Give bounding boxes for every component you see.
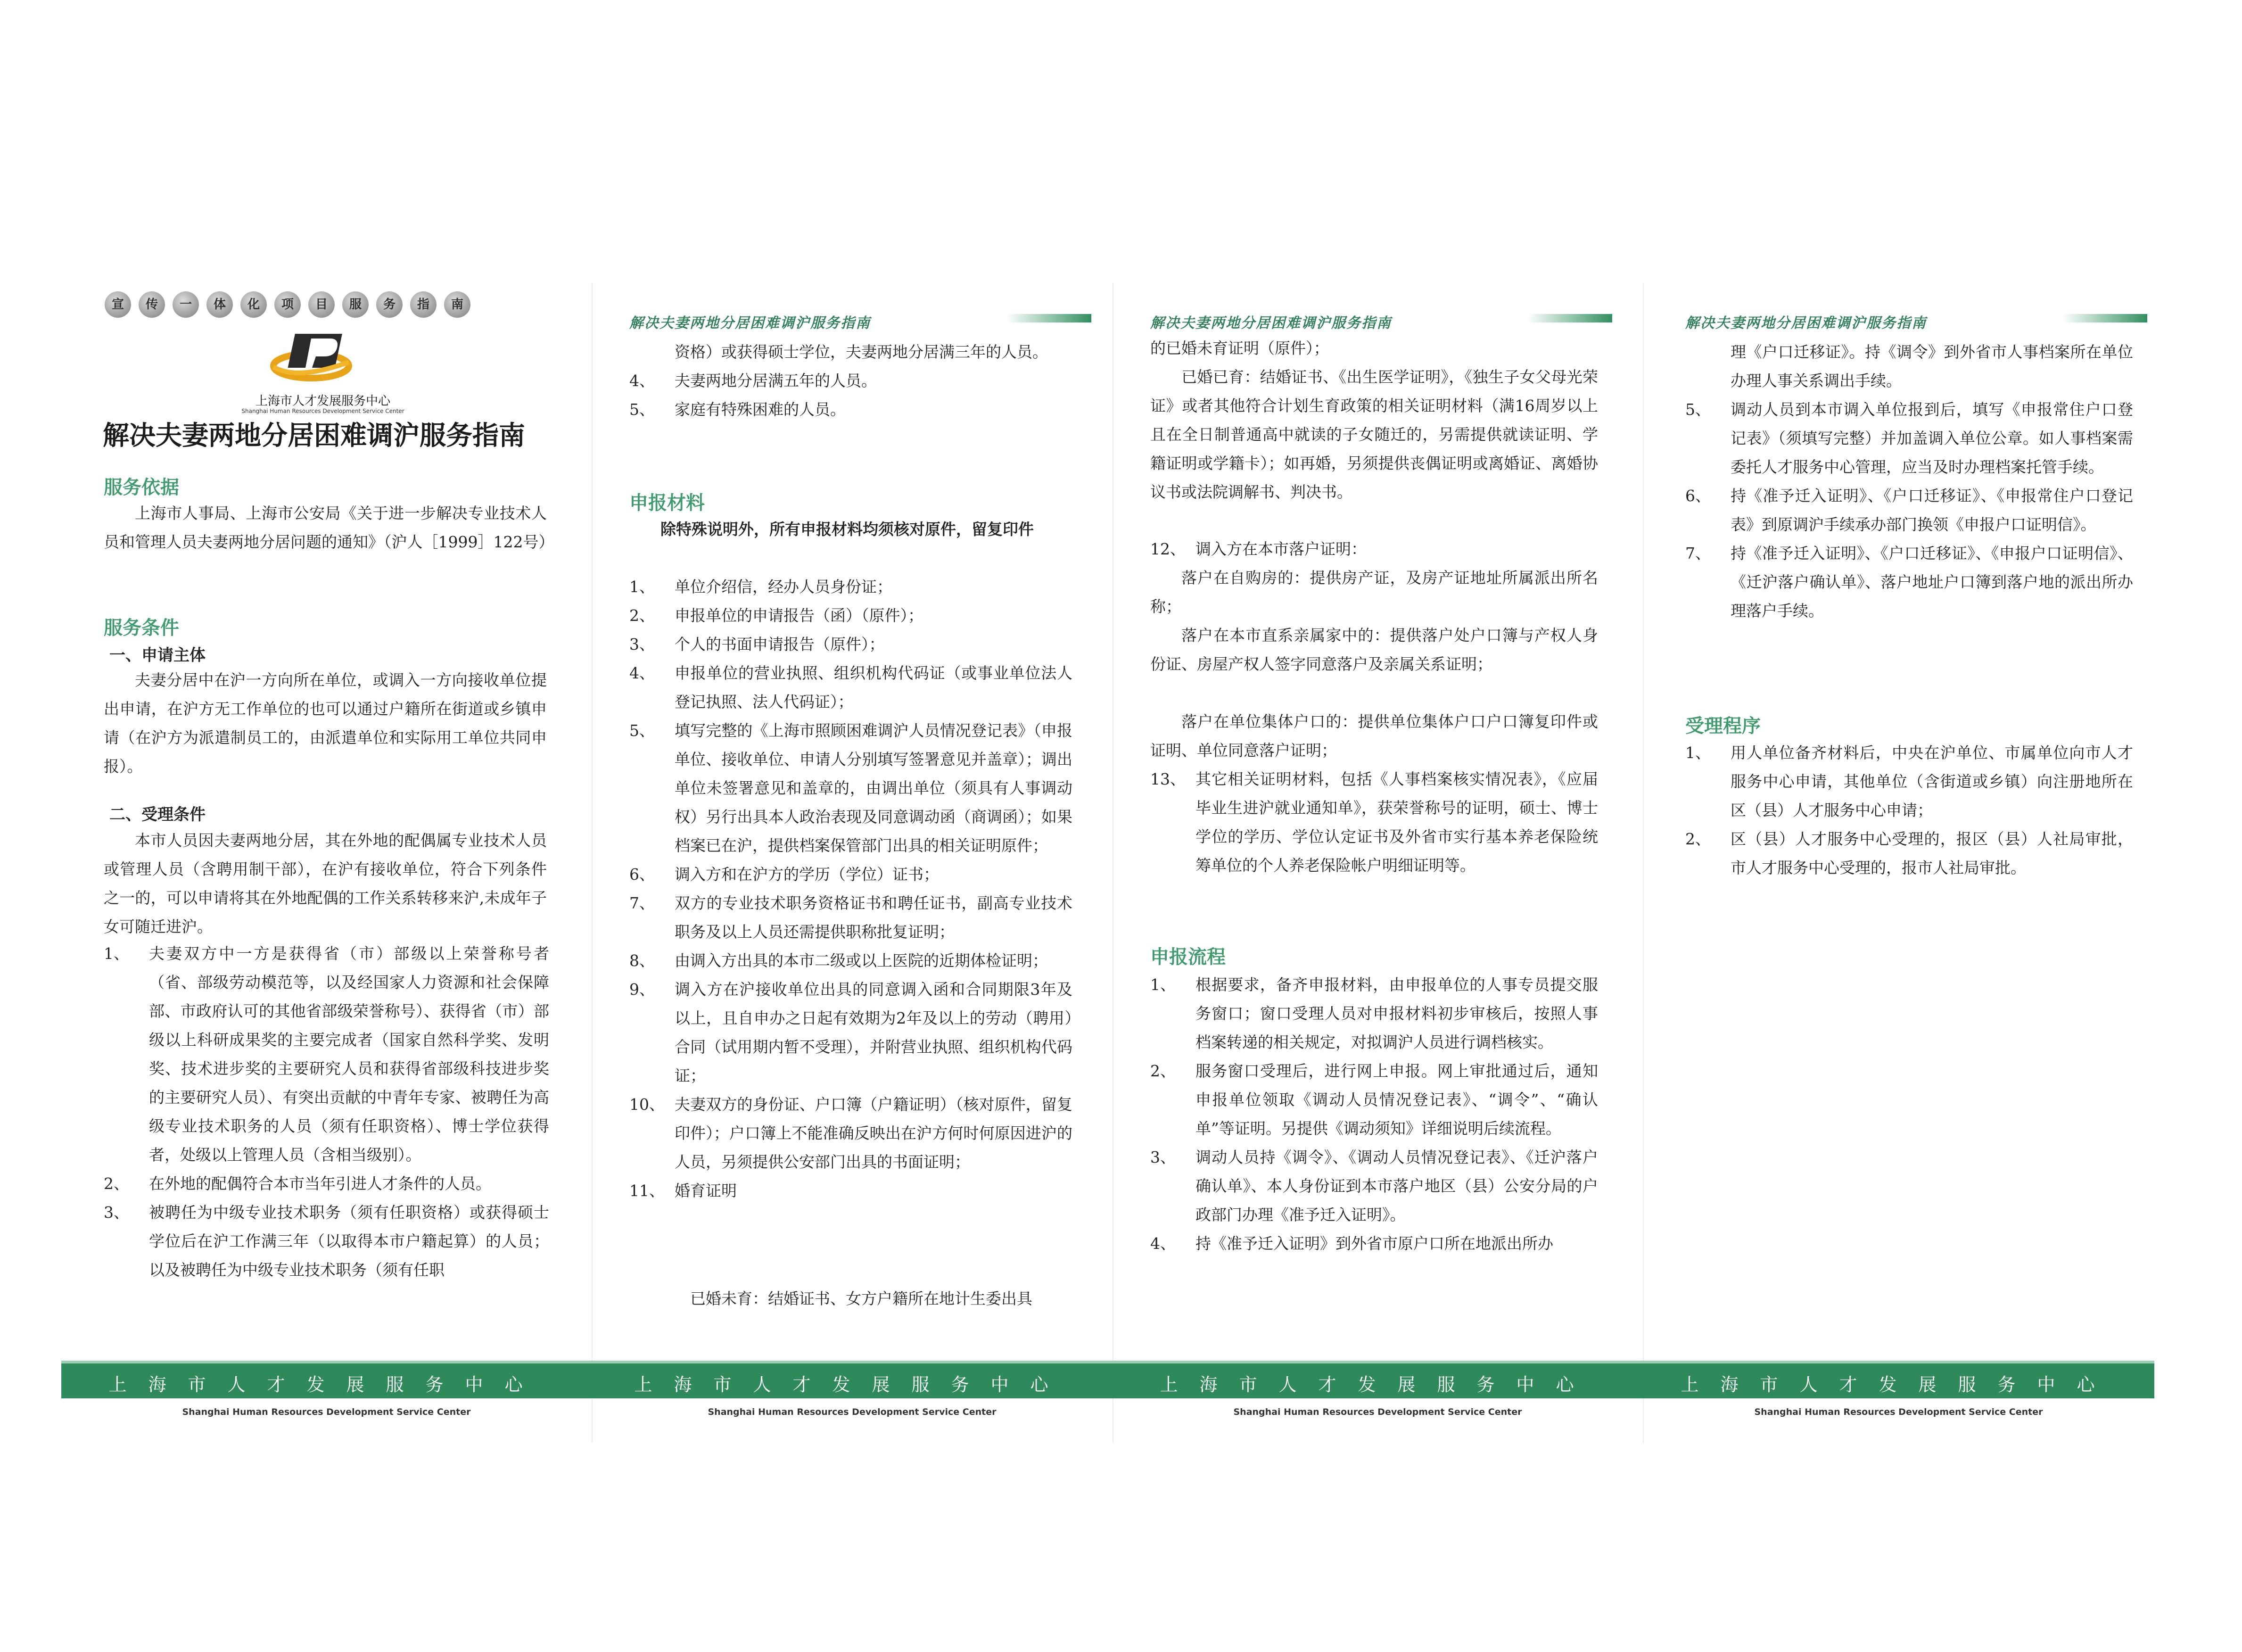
footer-text-cn: 上海市人才发展服务中心 xyxy=(634,1374,1070,1395)
list-item: 7、 双方的专业技术职务资格证书和聘任证书，副高专业技术职务及以上人员还需提供职称批复证明； xyxy=(629,894,1072,941)
basis-text: 上海市人事局、上海市公安局《关于进一步解决专业技术人员和管理人员夫妻两地分居问题的通知》（沪人［1999］122号） xyxy=(104,504,554,551)
section-heading-conditions: 服务条件 xyxy=(104,617,179,639)
list-item: 5、 调动人员到本市调入单位报到后，填写《申报常住户口登记表》（须填写完整）并加盖调入单位公章。如人事档案需委托人才服务中心管理，应当及时办理档案托管手续。 xyxy=(1685,400,2133,476)
footer-text-cn: 上海市人才发展服务中心 xyxy=(108,1374,544,1395)
list-item: 7、 持《准予迁入证明》、《户口迁移证》、《申报户口证明信》、《迁沪落户确认单》、落户地址户口簿到落户地的派出所办理落户手续。 xyxy=(1685,544,2133,620)
list-item: 2、 申报单位的申请报告（函）（原件）； xyxy=(629,606,923,625)
brand-dot: 宣 xyxy=(105,291,131,318)
conditions-list xyxy=(104,939,549,1284)
brand-dot: 服 xyxy=(342,291,369,318)
materials-list-cont xyxy=(1150,765,1598,880)
marriage-text: 已婚未育：结婚证书、女方户籍所在地计生委出具 xyxy=(690,1289,1032,1308)
panel-3 xyxy=(1113,0,1643,1652)
footer-text-en: Shanghai Human Resources Development Service Center xyxy=(182,1407,471,1417)
list-item: 2、 服务窗口受理后，进行网上申报。网上审批通过后，通知申报单位领取《调动人员情况登记表》、“调令”、“确认单”等证明。另提供《调动须知》详细说明后续流程。 xyxy=(1150,1062,1598,1138)
settle-own-house: 落户在自购房的：提供房产证，及房产证地址所属派出所名称； xyxy=(1150,569,1598,616)
brand-dot: 传 xyxy=(139,291,165,318)
brand-dot: 化 xyxy=(240,291,267,318)
brand-dot: 南 xyxy=(444,291,470,318)
conditions-text: 本市人员因夫妻两地分居，其在外地的配偶属专业技术人员或管理人员（含聘用制干部），在沪有接收单位，符合下列条件之一的，可以申请将其在外地配偶的工作关系转移来沪,未成年子女可随迁进沪。 xyxy=(104,831,547,936)
header-bar xyxy=(1006,314,1091,322)
list-item: 3、 调动人员持《调令》、《调动人员情况登记表》、《迁沪落户确认单》、本人身份证到本市落户地区（县）公安分局的户政部门办理《准予迁入证明》。 xyxy=(1150,1148,1598,1224)
header-bar xyxy=(2062,314,2147,322)
header-bar xyxy=(1527,314,1612,322)
list-item: 9、 调入方在沪接收单位出具的同意调入函和合同期限3年及以上，且自申办之日起有效期为2年及以上的劳动（聘用）合同（试用期内暂不受理），并附营业执照、组织机构代码证； xyxy=(629,980,1072,1085)
list-item: 5、 家庭有特殊困难的人员。 xyxy=(629,400,846,419)
footer-text-en: Shanghai Human Resources Development Service Center xyxy=(708,1407,997,1417)
materials-list xyxy=(629,572,1072,1205)
list-item: 3、 个人的书面申请报告（原件）； xyxy=(629,635,885,653)
settle-relative: 落户在本市直系亲属家中的：提供落户处户口簿与产权人身份证、房屋产权人签字同意落户及亲属关系证明； xyxy=(1150,626,1598,673)
materials-note: 除特殊说明外，所有申报材料均须核对原件，留复印件 xyxy=(660,520,1034,538)
running-header: 解决夫妻两地分居困难调沪服务指南 xyxy=(1150,315,1392,331)
list-item: 6、 调入方和在沪方的学历（学位）证书； xyxy=(629,865,939,884)
section-heading-acceptance: 受理程序 xyxy=(1685,715,1761,737)
logo-name-en: Shanghai Human Resources Development Service Center xyxy=(241,408,404,414)
list-item: 10、 夫妻双方的身份证、户口簿（户籍证明）（核对原件，留复印件）；户口簿上不能准确反映出在沪方何时何原因进沪的人员，另须提供公安部门出具的书面证明； xyxy=(629,1095,1072,1171)
applicant-text: 夫妻分居中在沪一方向所在单位，或调入一方向接收单位提出申请，在沪方无工作单位的也可以通过户籍所在街道或乡镇申请（在沪方为派遣制员工的，由派遣单位和实际用工单位共同申报）。 xyxy=(104,671,547,776)
panel-2 xyxy=(592,0,1113,1652)
brand-dot: 目 xyxy=(308,291,335,318)
footer-text-cn: 上海市人才发展服务中心 xyxy=(1160,1374,1596,1395)
list-item: 1、 夫妻双方中一方是获得省（市）部级以上荣誉称号者（省、部级劳动模范等，以及经国家人力资源和社会保障部、市政府认可的其他省部级荣誉称号）、获得省（市）部级以上科研成果奖的主要完成者（国家自然科学奖、发明奖、技术进步奖的主要研究人员和获得省部级科技进步奖的主要研究人员）、有突出贡献的中青年专家、被聘任为高级专业技术职务的人员（须有任职资格）、博士学位获得者，处级以上管理人员（含相当级别）。 xyxy=(104,944,549,1164)
brand-dot: 体 xyxy=(206,291,233,318)
section-heading-materials: 申报材料 xyxy=(629,492,705,514)
list-item: 1、 单位介绍信，经办人员身份证； xyxy=(629,578,892,596)
list-item: 2、 区（县）人才服务中心受理的，报区（县）人社局审批，市人才服务中心受理的，报市人社局审批。 xyxy=(1685,830,2133,877)
brand-dot: 一 xyxy=(173,291,199,318)
section-heading-process: 申报流程 xyxy=(1150,946,1226,968)
list-item: 6、 持《准予迁入证明》、《户口迁移证》、《申报常住户口登记表》到原调沪手续承办部门换领《申报户口证明信》。 xyxy=(1685,487,2133,534)
page-title: 解决夫妻两地分居困难调沪服务指南 xyxy=(103,421,525,451)
list-item: 8、 由调入方出具的本市二级或以上医院的近期体检证明； xyxy=(629,951,1048,970)
running-header: 解决夫妻两地分居困难调沪服务指南 xyxy=(629,315,871,331)
section-heading-basis: 服务依据 xyxy=(104,477,179,498)
list-item: 2、 在外地的配偶符合本市当年引进人才条件的人员。 xyxy=(104,1174,491,1193)
footer-bar xyxy=(1113,1361,1643,1398)
process-list-cont xyxy=(1685,338,2133,625)
process-list xyxy=(1150,970,1598,1258)
footer-text-cn: 上海市人才发展服务中心 xyxy=(1681,1374,2117,1395)
footer-bar xyxy=(592,1361,1113,1398)
continued-list xyxy=(629,338,1072,424)
list-item: 3、 被聘任为中级专业技术职务（须有任职资格）或获得硕士学位后在沪工作满三年（以取得本市户籍起算）的人员；以及被聘任为中级专业技术职务（须有任职 xyxy=(104,1203,549,1279)
footer-bar xyxy=(61,1361,592,1398)
logo-name-cn: 上海市人才发展服务中心 xyxy=(255,394,390,408)
logo-icon xyxy=(269,329,358,385)
list-item: 11、 婚育证明 xyxy=(629,1181,737,1200)
brand-dots xyxy=(105,291,470,318)
subheading-applicant: 一、申请主体 xyxy=(109,646,206,665)
acceptance-list xyxy=(1685,738,2133,882)
list-item: 1、 用人单位备齐材料后，中央在沪单位、市属单位向市人才服务中心申请，其他单位（含街道或乡镇）向注册地所在区（县）人才服务中心申请； xyxy=(1685,743,2133,819)
marriage-cont: 的已婚未育证明（原件）； xyxy=(1150,339,1329,357)
running-header: 解决夫妻两地分居困难调沪服务指南 xyxy=(1685,315,1927,331)
footer-bar xyxy=(1643,1361,2154,1398)
panel-4 xyxy=(1643,0,2242,1652)
subheading-conditions: 二、受理条件 xyxy=(109,805,206,824)
panel-1 xyxy=(0,0,592,1652)
footer-text-en: Shanghai Human Resources Development Service Center xyxy=(1754,1407,2043,1417)
list-item: 1、 根据要求，备齐申报材料，由申报单位的人事专员提交服务窗口；窗口受理人员对申报材料初步审核后，按照人事档案转递的相关规定，对拟调沪人员进行调档核实。 xyxy=(1150,975,1598,1051)
list-item: 12、 调入方在本市落户证明： xyxy=(1150,540,1367,558)
list-item: 4、 申报单位的营业执照、组织机构代码证（或事业单位法人登记执照、法人代码证）； xyxy=(629,664,1072,711)
marriage-with-child: 已婚已育：结婚证书、《出生医学证明》，《独生子女父母光荣证》或者其他符合计划生育政策的相关证明材料（满16周岁以上且在全日制普通高中就读的子女随迁的，另需提供就读证明、学籍证明或学籍卡）；如再婚，另须提供丧偶证明或离婚证、离婚协议书或法院调解书、判决书。 xyxy=(1150,368,1598,501)
brand-dot: 项 xyxy=(274,291,301,318)
materials-list-cont xyxy=(1150,535,1598,563)
list-item: 4、 持《准予迁入证明》到外省市原户口所在地派出所办 xyxy=(1150,1234,1553,1253)
list-item: 资格）或获得硕士学位，夫妻两地分居满三年的人员。 xyxy=(675,343,1048,361)
list-item: 13、 其它相关证明材料，包括《人事档案核实情况表》，《应届毕业生进沪就业通知单》，获荣誉称号的证明，硕士、博士学位的学历、学位认定证书及外省市实行基本养老保险统筹单位的个人养老保险帐户明细证明等。 xyxy=(1150,770,1598,875)
settle-unit: 落户在单位集体户口的：提供单位集体户口户口簿复印件或证明、单位同意落户证明； xyxy=(1150,712,1598,760)
list-item: 4、 夫妻两地分居满五年的人员。 xyxy=(629,372,877,390)
brand-dot: 指 xyxy=(410,291,437,318)
list-item: 理《户口迁移证》。持《调令》到外省市人事档案所在单位办理人事关系调出手续。 xyxy=(1731,343,2133,390)
list-item: 5、 填写完整的《上海市照顾困难调沪人员情况登记表》（申报单位、接收单位、申请人分别填写签署意见并盖章）；调出单位未签署意见和盖章的，由调出单位（须具有人事调动权）另行出具本人政治表现及同意调动函（商调函）；如果档案已在沪，提供档案保管部门出具的相关证明原件； xyxy=(629,721,1072,855)
brand-dot: 务 xyxy=(376,291,403,318)
footer-text-en: Shanghai Human Resources Development Service Center xyxy=(1233,1407,1522,1417)
